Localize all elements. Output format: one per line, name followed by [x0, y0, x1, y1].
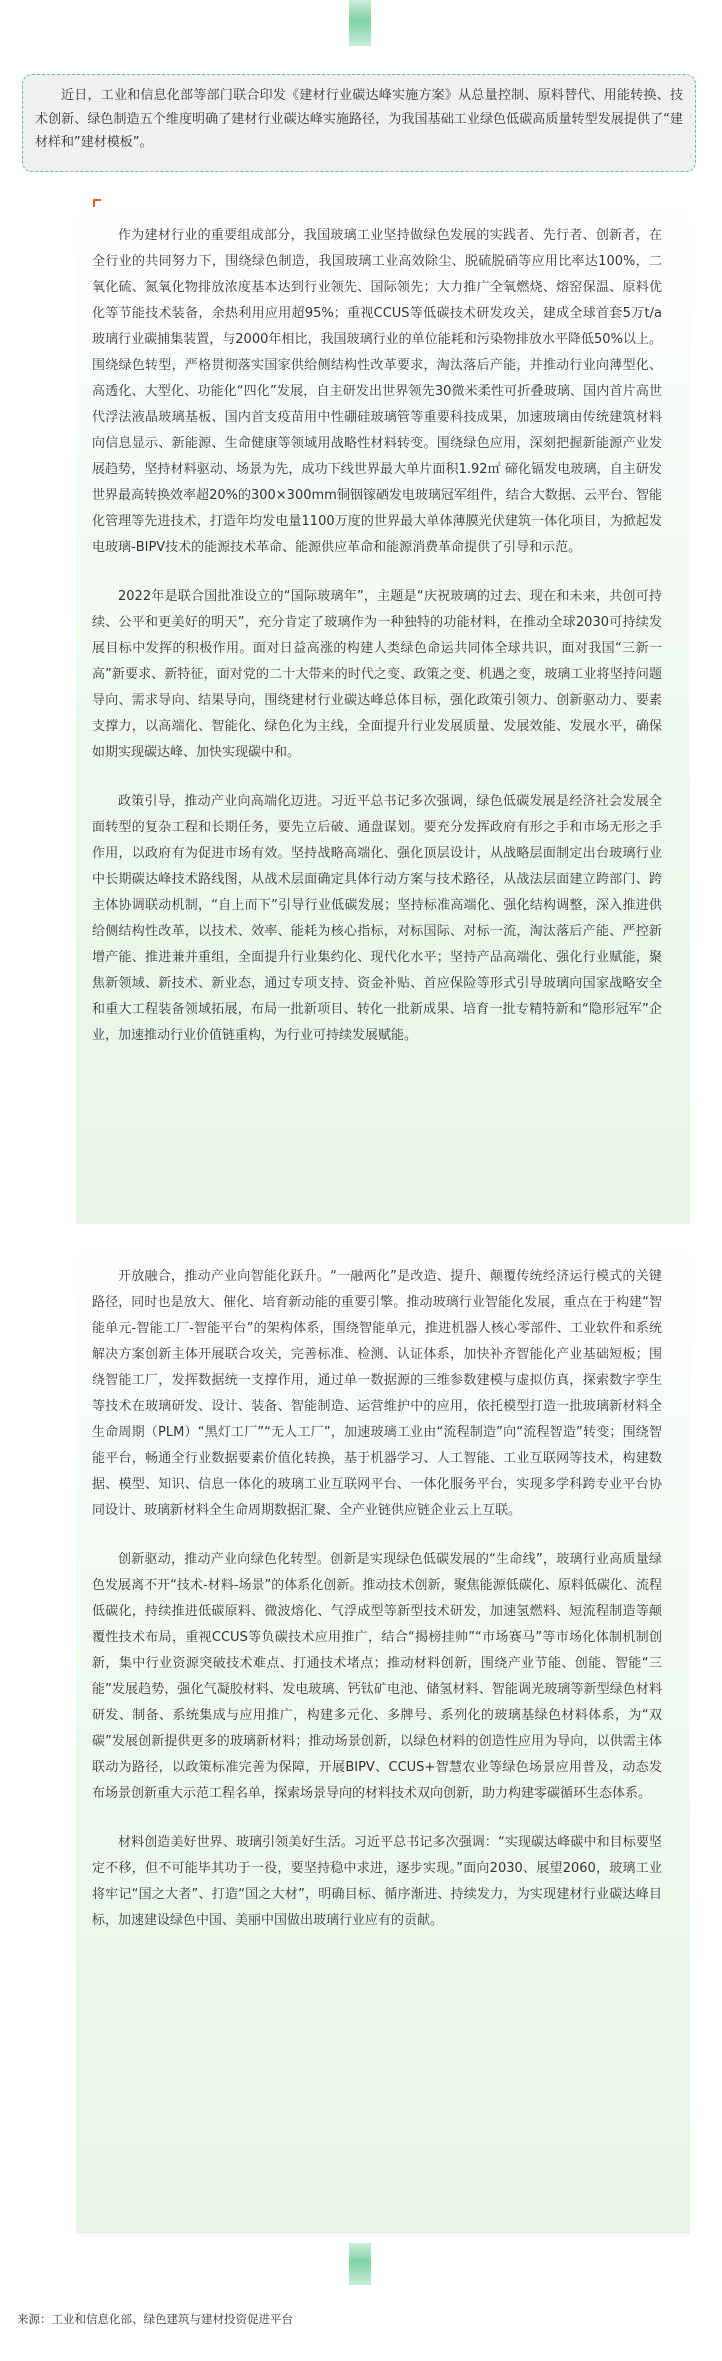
intro-box: [22, 74, 696, 172]
section1-paragraph-1: 作为建材行业的重要组成部分，我国玻璃工业坚持做绿色发展的实践者、先行者、创新者，在全行业的共同努力下，围绕绿色制造，我国玻璃工业高效除尘、脱硫脱硝等应用比率达100%，二氧化硫、氮氧化物排放浓度基本达到行业领先、国际领先；大力推广全氧燃烧、熔窑保温、原料优化等节能技术装备，余热利用应用超95%；重视CCUS等低碳技术研发攻关，建成全球首套5万t/a玻璃行业碳捕集装置，与2000年相比，我国玻璃行业的单位能耗和污染物排放水平降低50%以上。围绕绿色转型，严格贯彻落实国家供给侧结构性改革要求，淘汰落后产能，并推动行业向薄型化、高透化、大型化、功能化“四化”发展，自主研发出世界领先30微米柔性可折叠玻璃、国内首片高世代浮法液晶玻璃基板、国内首支疫苗用中性硼硅玻璃管等重要科技成果，加速玻璃由传统建筑材料向信息显示、新能源、生命健康等领域用战略性材料转变。围绕绿色应用，深刻把握新能源产业发展趋势，坚持材料驱动、场景为先，成功下线世界最大单片面积1.92㎡ 碲化镉发电玻璃，自主研发世界最高转换效率超20%的300×300mm铜铟镓硒发电玻璃冠军组件，结合大数据、云平台、智能化管理等先进技术，打造年均发电量1100万度的世界最大单体薄膜光伏建筑一体化项目，为掀起发电玻璃-BIPV技术的能源技术革命、能源供应革命和能源消费革命提供了引导和示范。: [92, 228, 662, 555]
article-section-1: [76, 188, 690, 1224]
top-decoration-bar: [349, 0, 371, 46]
bottom-decoration-bar: [349, 2243, 371, 2285]
section2-paragraph-2: 创新驱动，推动产业向绿色化转型。创新是实现绿色低碳发展的“生命线”，玻璃行业高质量绿色发展离不开“技术-材料-场景”的体系化创新。推动技术创新，聚焦能源低碳化、原料低碳化、流程低碳化，持续推进低碳原料、微波熔化、气浮成型等新型技术研发，加速氢燃料、短流程制造等颠覆性技术布局，重视CCUS等负碳技术应用推广，结合“揭榜挂帅”“市场赛马”等市场化体制机制创新，集中行业资源突破技术难点、打通技术堵点；推动材料创新，围绕产业节能、创能、智能“三能”发展趋势，强化气凝胶材料、发电玻璃、钙钛矿电池、储氢材料、智能调光玻璃等新型绿色材料研发、制备、系统集成与应用推广，构建多元化、多牌号、系列化的玻璃基绿色材料体系，为“双碳”发展创新提供更多的玻璃新材料；推动场景创新，以绿色材料的创造性应用为导向，以供需主体联动为路径，以政策标准完善为保障，开展BIPV、CCUS+智慧农业等绿色场景应用普及，动态发布场景创新重大示范工程名单，探索场景导向的材料技术双向创新，助力构建零碳循环生态体系。: [92, 1552, 662, 1801]
source-credit: 来源：工业和信息化部、绿色建筑与建材投资促进平台: [17, 2312, 293, 2326]
section2-paragraph-1: 开放融合，推动产业向智能化跃升。“一融两化”是改造、提升、颠覆传统经济运行模式的关键路径，同时也是放大、催化、培育新动能的重要引擎。推动玻璃行业智能化发展，重点在于构建“智能单元-智能工厂-智能平台”的架构体系，围绕智能单元，推进机器人核心零部件、工业软件和系统解决方案创新主体开展联合攻关，完善标准、检测、认证体系，加快补齐智能化产业基础短板；围绕智能工厂，发挥数据统一支撑作用，通过单一数据源的三维参数建模与虚拟仿真，探索数字孪生等技术在玻璃研发、设计、装备、智能制造、运营维护中的应用，依托模型打造一批玻璃新材料全生命周期（PLM）“黑灯工厂”“无人工厂”，加速玻璃工业由“流程制造”向“流程智造”转变；围绕智能平台，畅通全行业数据要素价值化转换，基于机器学习、人工智能、工业互联网等技术，构建数据、模型、知识、信息一体化的玻璃工业互联网平台、一体化服务平台，实现多学科跨专业平台协同设计、玻璃新材料全生命周期数据汇聚、全产业链供应链企业云上互联。: [92, 1269, 662, 1518]
section1-paragraph-2: 2022年是联合国批准设立的“国际玻璃年”，主题是“庆祝玻璃的过去、现在和未来，共创可持续、公平和更美好的明天”，充分肯定了玻璃作为一种独特的功能材料，在推动全球2030可持续发展目标中发挥的积极作用。面对日益高涨的构建人类绿色命运共同体全球共识，面对我国“三新一高”新要求、新特征，面对党的二十大带来的时代之变、政策之变、机遇之变，玻璃工业将坚持问题导向、需求导向、结果导向，围绕建材行业碳达峰总体目标，强化政策引领力、创新驱动力、要素支撑力，以高端化、智能化、绿色化为主线，全面提升行业发展质量、发展效能、发展水平，确保如期实现碳达峰、加快实现碳中和。: [92, 589, 662, 760]
corner-bracket-icon: [93, 199, 101, 207]
intro-text: 近日，工业和信息化部等部门联合印发《建材行业碳达峰实施方案》从总量控制、原料替代、用能转换、技术创新、绿色制造五个维度明确了建材行业碳达峰实施路径，为我国基础工业绿色低碳高质量转型发展提供了“建材样和”建材模板”。: [35, 88, 683, 150]
section1-paragraph-3: 政策引导，推动产业向高端化迈进。习近平总书记多次强调，绿色低碳发展是经济社会发展全面转型的复杂工程和长期任务，要先立后破、通盘谋划。要充分发挥政府有形之手和市场无形之手作用，以政府有为促进市场有效。坚持战略高端化、强化顶层设计，从战略层面制定出台玻璃行业中长期碳达峰技术路线图，从战术层面确定具体行动方案与技术路径，从战法层面建立跨部门、跨主体协调联动机制，“自上而下”引导行业低碳发展；坚持标准高端化、强化结构调整，深入推进供给侧结构性改革，以技术、效率、能耗为核心指标，对标国际、对标一流，淘汰落后产能、严控新增产能、推进兼并重组，全面提升行业集约化、现代化水平；坚持产品高端化、强化行业赋能，聚焦新领域、新技术、新业态，通过专项支持、资金补贴、首应保险等形式引导玻璃向国家战略安全和重大工程装备领域拓展，布局一批新项目、转化一批新成果、培育一批专精特新和“隐形冠军”企业，加速推动行业价值链重构，为行业可持续发展赋能。: [92, 794, 662, 1043]
section2-paragraph-3: 材料创造美好世界、玻璃引领美好生活。习近平总书记多次强调：“实现碳达峰碳中和目标要坚定不移，但不可能毕其功于一役，要坚持稳中求进，逐步实现。”面向2030、展望2060，玻璃工业将牢记“国之大者”、打造“国之大材”，明确目标、循序渐进、持续发力，为实现建材行业碳达峰目标，加速建设绿色中国、美丽中国做出玻璃行业应有的贡献。: [92, 1835, 662, 1928]
article-section-2: [76, 1226, 690, 2234]
